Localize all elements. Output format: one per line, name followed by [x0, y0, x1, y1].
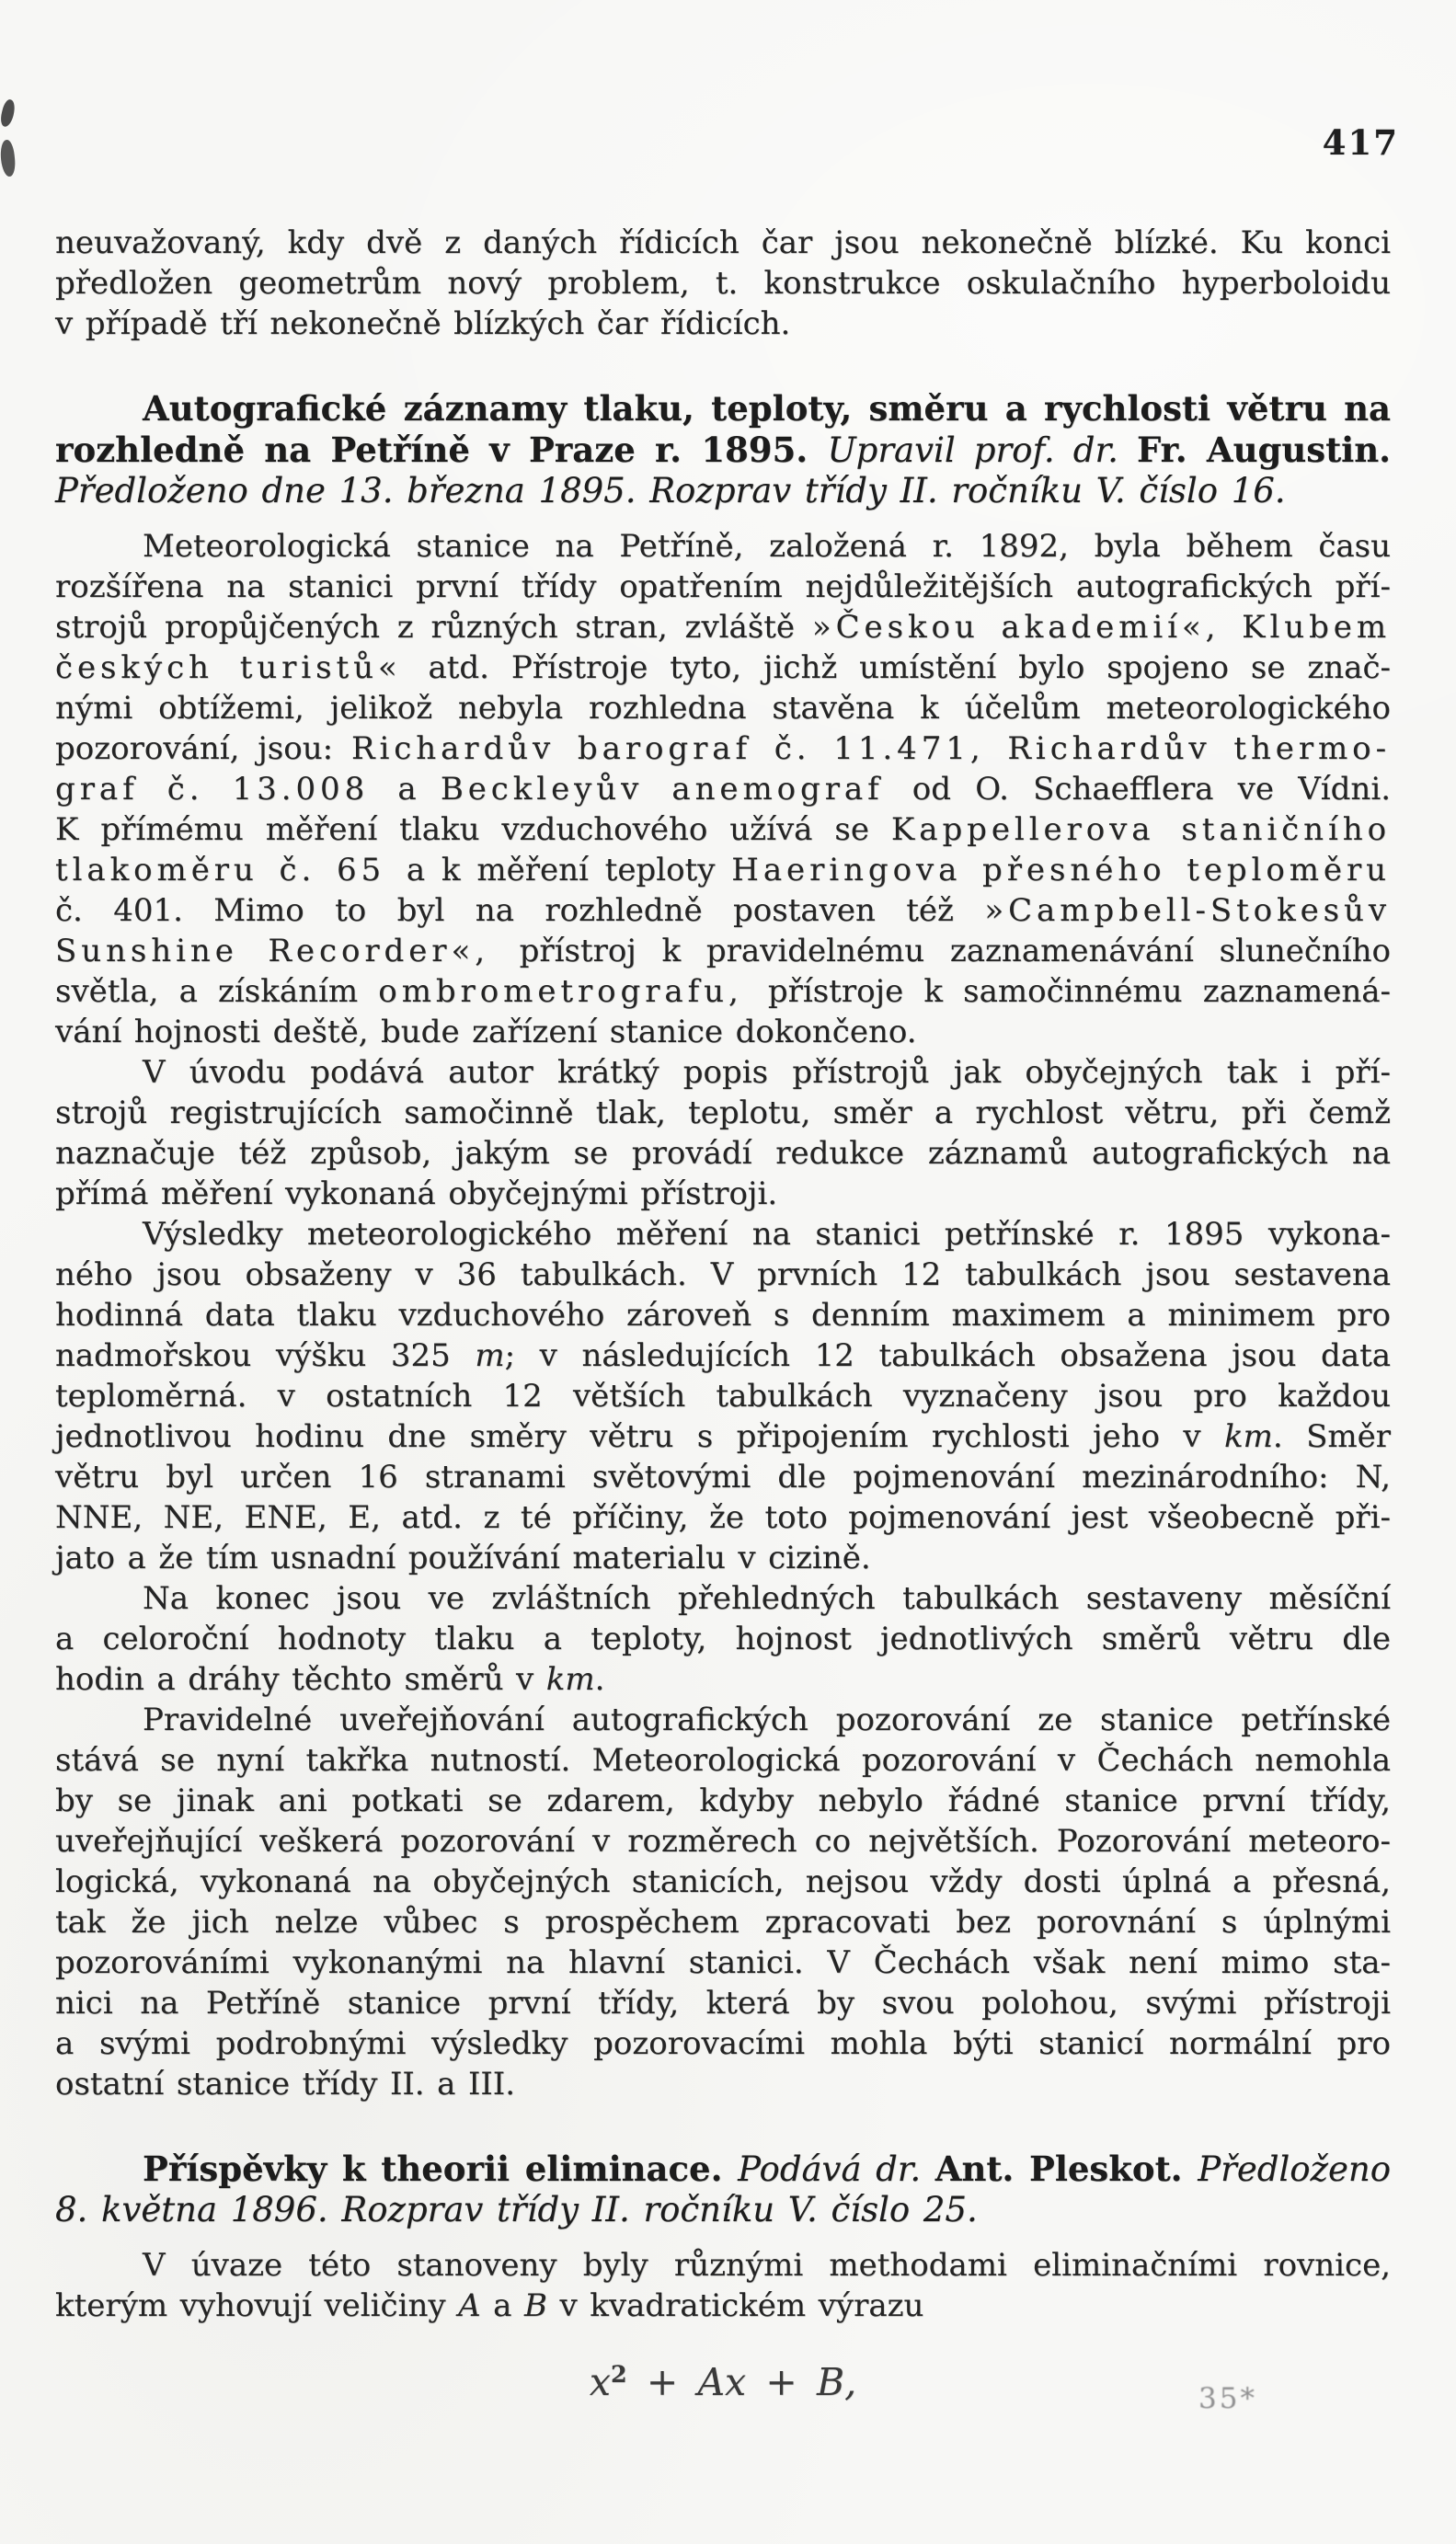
text-segment: ostatní stanice třídy II. a III. — [55, 2066, 516, 2103]
text-segment: hodinná data tlaku vzduchového zároveň s denním maximem a minimem pro — [55, 1297, 1391, 1334]
text-segment: Na konec jsou ve zvláštních přehledných tabulkách sestaveny měsíční — [143, 1580, 1391, 1617]
text-line — [55, 2149, 1391, 2190]
text-line — [55, 931, 1391, 971]
formula-segment: B, — [817, 2360, 857, 2404]
text-segment: B — [523, 2287, 547, 2324]
text-line — [55, 304, 1391, 344]
paragraph — [55, 1700, 1391, 2104]
text-segment: Upravil prof. dr. — [827, 430, 1137, 470]
text-line — [55, 1052, 1391, 1093]
paragraph — [55, 526, 1391, 1052]
text-column — [55, 223, 1391, 2406]
text-segment: kterým vyhovují veličiny — [55, 2287, 459, 2324]
scan-artifact — [0, 98, 17, 128]
text-line — [55, 567, 1391, 607]
text-line — [55, 1376, 1391, 1416]
text-segment: Richardův barograf č. 11.471, Richardův thermo- — [350, 730, 1391, 767]
text-line — [55, 2190, 1391, 2230]
text-line — [55, 850, 1391, 890]
paragraph — [55, 1214, 1391, 1578]
text-line — [55, 1416, 1391, 1457]
text-segment: a — [397, 771, 441, 808]
text-segment: a — [480, 2287, 524, 2324]
text-segment: českých turistů« — [55, 649, 429, 686]
text-segment: Předloženo dne 13. března 1895. Rozprav třídy II. ročníku V. číslo 16. — [55, 471, 1286, 510]
text-line — [55, 1012, 1391, 1052]
text-line — [55, 1497, 1391, 1538]
text-segment: Fr. Augustin. — [1137, 430, 1392, 470]
text-segment: Beckleyův anemograf — [440, 771, 912, 808]
text-line — [55, 1902, 1391, 1942]
text-line — [55, 1538, 1391, 1578]
text-segment: km — [1224, 1418, 1273, 1455]
text-line — [55, 223, 1391, 263]
text-line — [55, 1133, 1391, 1174]
text-segment: nadmořskou výšku 325 — [55, 1337, 476, 1374]
text-segment: Pravidelné uveřejňování autografických pozorování ze stanice petřínské — [143, 1702, 1391, 1738]
article-heading — [55, 388, 1391, 511]
text-segment: naznačuje též způsob, jakým se provádí redukce záznamů autografických na — [55, 1135, 1391, 1172]
text-line — [55, 1174, 1391, 1214]
text-segment: km — [545, 1661, 595, 1698]
text-segment: přístroj k pravidelnému zaznamenávání slunečního — [519, 933, 1392, 969]
text-segment: . — [594, 1661, 605, 1698]
text-line — [55, 263, 1391, 304]
text-segment: pozorování, jsou: — [55, 730, 351, 767]
formula-segment: 2 — [610, 2360, 627, 2388]
text-segment: Kappellerova staničního — [890, 811, 1391, 848]
text-segment: Výsledky meteorologického měření na stanici petřínské r. 1895 vykona- — [143, 1216, 1391, 1253]
text-segment: nými obtížemi, jelikož nebyla rozhledna stavěna k účelům meteorologického — [55, 690, 1391, 727]
text-segment: graf č. 13.008 — [55, 771, 398, 808]
text-segment: ; v následujících 12 tabulkách obsažena jsou data — [504, 1337, 1391, 1374]
text-line — [55, 1740, 1391, 1781]
text-segment: logická, vykonaná na obyčejných stanicích, nejsou vždy dosti úplná a přesná, — [55, 1863, 1391, 1900]
text-segment: Příspěvky k theorii eliminace. — [143, 2149, 739, 2189]
text-segment: vání hojnosti deště, bude zařízení stanice dokončeno. — [55, 1014, 917, 1050]
paragraph — [55, 1052, 1391, 1214]
text-line — [55, 1093, 1391, 1133]
text-line — [55, 2023, 1391, 2064]
text-segment: NNE, NE, ENE, E, atd. z té příčiny, že toto pojmenování jest všeobecně při- — [55, 1499, 1391, 1536]
text-segment: světla, a získáním — [55, 973, 379, 1010]
paragraph — [55, 223, 1391, 344]
paragraph — [55, 1578, 1391, 1700]
text-line — [55, 890, 1391, 931]
text-segment: od O. Schaefflera ve Vídni. — [911, 771, 1391, 808]
text-segment: přímá měření vykonaná obyčejnými přístroji. — [55, 1175, 778, 1212]
text-segment: »Campbell-Stokesův — [984, 892, 1391, 929]
page-number: 417 — [1322, 122, 1399, 163]
text-line — [55, 728, 1391, 769]
text-line — [55, 1457, 1391, 1497]
text-segment: tak že jich nelze vůbec s prospěchem zpracovati bez porovnání s úplnými — [55, 1904, 1391, 1941]
text-segment: m — [475, 1337, 505, 1374]
text-line — [55, 647, 1391, 688]
text-segment: jednotlivou hodinu dne směry větru s připojením rychlosti jeho v — [55, 1418, 1225, 1455]
formula-segment: Ax — [697, 2360, 747, 2404]
text-segment: . Směr — [1272, 1418, 1391, 1455]
text-segment: předložen geometrům nový problem, t. konstrukce oskulačního hyperboloidu — [55, 265, 1391, 302]
text-segment: stává se nyní takřka nutností. Meteorologická pozorování v Čechách nemohla — [55, 1742, 1391, 1779]
text-segment: rozhledně na Petříně v Praze r. 1895. — [55, 430, 828, 470]
text-segment: tlakoměru č. 65 — [55, 852, 407, 888]
text-segment: strojů registrujících samočinně tlak, teplotu, směr a rychlost větru, při čemž — [55, 1094, 1391, 1131]
text-segment: V úvodu podává autor krátký popis přístrojů jak obyčejných tak i pří- — [143, 1054, 1391, 1091]
text-line — [55, 971, 1391, 1012]
text-line — [55, 2286, 1391, 2326]
text-line — [55, 1983, 1391, 2023]
text-segment: ného jsou obsaženy v 36 tabulkách. V prvních 12 tabulkách jsou sestavena — [55, 1256, 1391, 1293]
text-line — [55, 2064, 1391, 2104]
text-segment: »Českou akademií«, Klubem — [811, 609, 1391, 646]
text-segment: atd. Přístroje tyto, jichž umístění bylo spojeno se znač- — [428, 649, 1391, 686]
text-segment: hodin a dráhy těchto směrů v — [55, 1661, 546, 1698]
text-line — [55, 2245, 1391, 2286]
text-line — [55, 769, 1391, 809]
text-line — [55, 1862, 1391, 1902]
text-segment: by se jinak ani potkati se zdarem, kdyby nebylo řádné stanice první třídy, — [55, 1782, 1391, 1819]
text-segment: Sunshine Recorder«, — [55, 933, 520, 969]
text-segment: Podává dr. — [738, 2149, 935, 2189]
text-segment: v případě tří nekonečně blízkých čar řídicích. — [55, 305, 791, 342]
text-segment: K přímému měření tlaku vzduchového užívá se — [55, 811, 891, 848]
text-line — [55, 1659, 1391, 1700]
printers-signature-mark: 35* — [1198, 2382, 1257, 2415]
text-segment: v kvadratickém výrazu — [546, 2287, 924, 2324]
text-line — [55, 607, 1391, 647]
text-segment: větru byl určen 16 stranami světovými dle pojmenování mezinárodního: N, — [55, 1459, 1391, 1495]
text-segment: ombrometrografu, — [378, 973, 768, 1010]
text-segment: jato a že tím usnadní používání materialu v cizině. — [55, 1540, 871, 1576]
formula-segment: x — [589, 2360, 611, 2404]
text-line — [55, 1214, 1391, 1255]
text-line — [55, 1295, 1391, 1335]
text-segment: Haeringova přesného teploměru — [731, 852, 1391, 888]
scan-artifact — [0, 139, 17, 177]
formula-segment: + — [626, 2360, 698, 2404]
text-line — [55, 1700, 1391, 1740]
text-segment: pozorováními vykonanými na hlavní stanici. V Čechách však není mimo sta- — [55, 1944, 1391, 1981]
text-line — [55, 1578, 1391, 1619]
text-segment: teploměrná. v ostatních 12 větších tabulkách vyznačeny jsou pro každou — [55, 1378, 1391, 1415]
text-segment: Předloženo — [1198, 2149, 1392, 2189]
text-line — [55, 1942, 1391, 1983]
text-segment: uveřejňující veškerá pozorování v rozměrech co největších. Pozorování meteoro- — [55, 1823, 1391, 1860]
text-line — [55, 1821, 1391, 1862]
text-line — [55, 1255, 1391, 1295]
text-segment: neuvažovaný, kdy dvě z daných řídicích čar jsou nekonečně blízké. Ku konci — [55, 224, 1391, 261]
text-line — [55, 1781, 1391, 1821]
article-heading — [55, 2149, 1391, 2230]
text-segment: a svými podrobnými výsledky pozorovacími mohla býti stanicí normální pro — [55, 2025, 1391, 2062]
text-line — [55, 471, 1391, 511]
paragraph — [55, 2245, 1391, 2326]
text-line — [55, 688, 1391, 728]
formula-segment: + — [746, 2360, 818, 2404]
text-segment: Autografické záznamy tlaku, teploty, směru a rychlosti větru na — [143, 388, 1391, 429]
text-segment: a celoroční hodnoty tlaku a teploty, hojnost jednotlivých směrů větru dle — [55, 1621, 1391, 1657]
text-line — [55, 526, 1391, 567]
text-line — [55, 1619, 1391, 1659]
text-segment: a k měření teploty — [406, 852, 732, 888]
text-line — [55, 1335, 1391, 1376]
text-segment: strojů propůjčených z různých stran, zvláště — [55, 609, 812, 646]
formula — [55, 2350, 1391, 2406]
text-segment: rozšířena na stanici první třídy opatřením nejdůležitějších autografických pří- — [55, 568, 1391, 605]
text-line — [55, 430, 1391, 471]
text-segment: V úvaze této stanoveny byly různými methodami eliminačními rovnice, — [143, 2247, 1391, 2284]
text-segment: nici na Petříně stanice první třídy, která by svou polohou, svými přístroji — [55, 1985, 1391, 2022]
text-segment: Ant. Pleskot. — [934, 2149, 1198, 2189]
text-segment: A — [458, 2287, 481, 2324]
text-line — [55, 809, 1391, 850]
text-segment: 8. května 1896. Rozprav třídy II. ročníku V. číslo 25. — [55, 2190, 978, 2229]
text-line — [55, 388, 1391, 430]
text-segment: přístroje k samočinnému zaznamená- — [767, 973, 1391, 1010]
text-segment: č. 401. Mimo to byl na rozhledně postaven též — [55, 892, 985, 929]
text-segment: Meteorologická stanice na Petříně, založená r. 1892, byla během času — [143, 528, 1391, 565]
